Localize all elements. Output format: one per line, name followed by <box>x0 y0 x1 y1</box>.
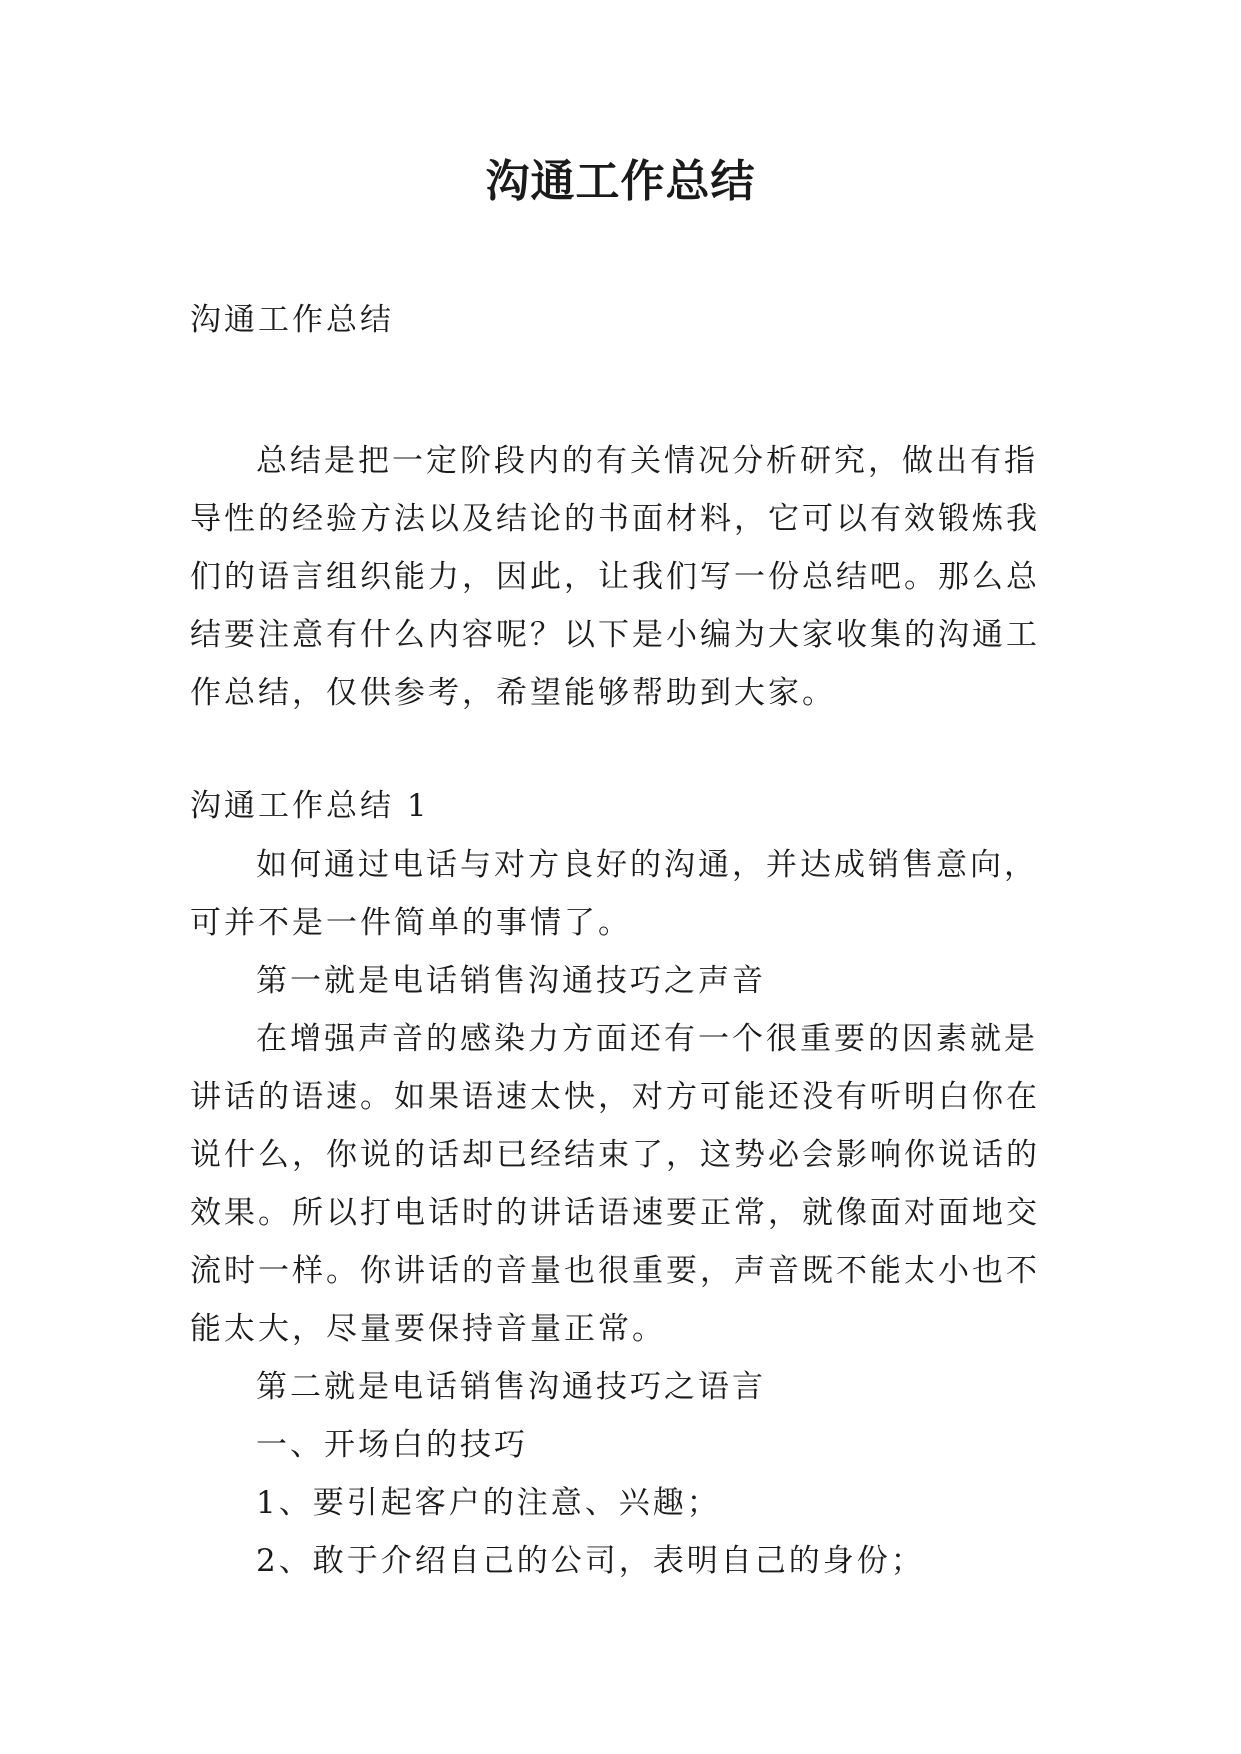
paragraph: 第二就是电话销售沟通技巧之语言 <box>256 1369 766 1405</box>
paragraph: 如何通过电话与对方良好的沟通，并达成销售意向，可并不是一件简单的事情了。 <box>190 847 1038 941</box>
spacer <box>190 722 1060 776</box>
section-heading: 沟通工作总结 1 <box>190 788 430 824</box>
paragraph: 第一就是电话销售沟通技巧之声音 <box>256 963 766 999</box>
intro-paragraph: 总结是把一定阶段内的有关情况分析研究，做出有指导性的经验方法以及结论的书面材料，它可以有效锻炼我们的语言组织能力，因此，让我们写一份总结吧。那么总结要注意有什么内容呢？以下是小编为大家收集的沟通工作总结，仅供参考，希望能够帮助到大家。 <box>190 443 1040 711</box>
spacer <box>190 350 1060 432</box>
document-title: 沟通工作总结 <box>485 156 756 207</box>
document-body <box>190 290 1060 1590</box>
subtitle: 沟通工作总结 <box>190 302 394 338</box>
list-item: 1、要引起客户的注意、兴趣； <box>256 1485 721 1521</box>
list-item: 2、敢于介绍自己的公司，表明自己的身份； <box>256 1543 925 1579</box>
paragraph: 在增强声音的感染力方面还有一个很重要的因素就是讲话的语速。如果语速太快，对方可能还没有听明白你在说什么，你说的话却已经结束了，这势必会影响你说话的效果。所以打电话时的讲话语速要正常，就像面对面地交流时一样。你讲话的音量也很重要，声音既不能太小也不能太大，尽量要保持音量正常。 <box>190 1021 1040 1347</box>
list-heading: 一、开场白的技巧 <box>256 1427 528 1463</box>
